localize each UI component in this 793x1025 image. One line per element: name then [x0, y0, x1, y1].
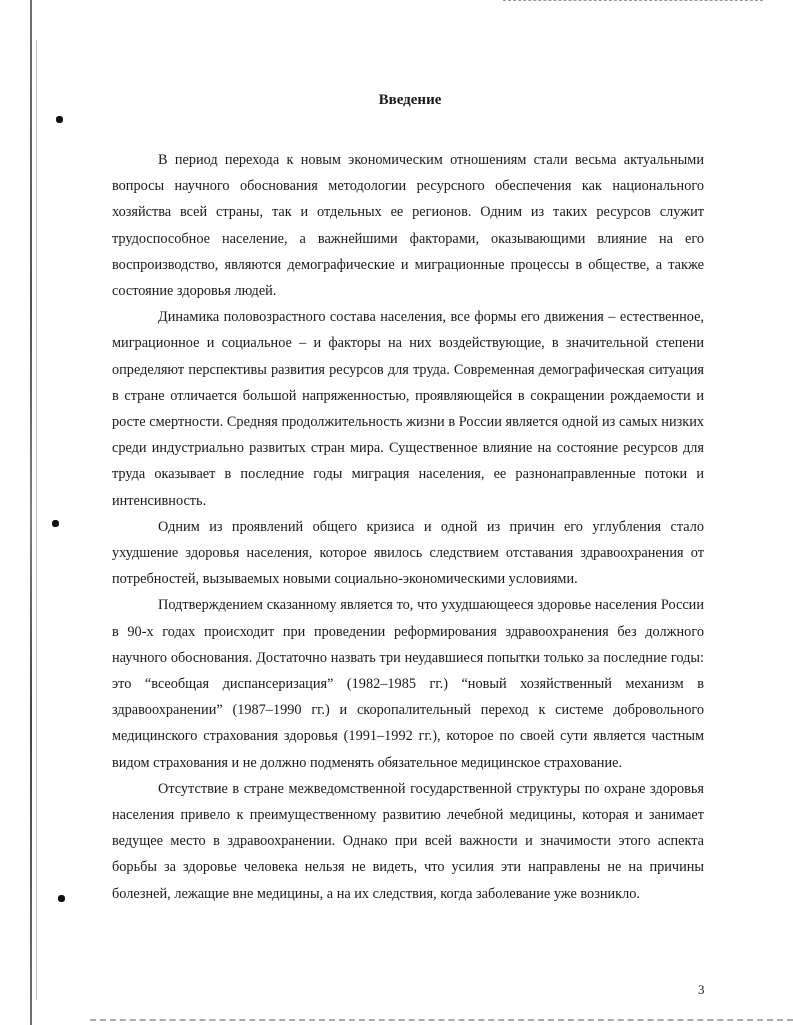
- document-title: Введение: [378, 92, 442, 108]
- document-page: [112, 92, 704, 907]
- scan-edge-artifact: [30, 0, 32, 1025]
- paragraph-1: В период перехода к новым экономическим отношениям стали весьма актуальными вопросы научного обоснования методологии ресурсного обеспечения как национального хозяйства всей страны, так и отдельных ее регионов. Одним из таких ресурсов служит трудоспособное население, а важнейшими факторами, оказывающими влияние на его воспроизводство, являются демографические и миграционные процессы в обществе, а также состояние здоровья людей.: [112, 152, 704, 300]
- scan-top-artifact: [503, 0, 763, 2]
- punch-hole-mark: [58, 895, 65, 902]
- paragraph-2: Динамика половозрастного состава населения, все формы его движения – естественное, миграционное и социальное – и факторы на них воздействующие, в значительной степени определяют перспективы развития ресурсов для труда. Современная демографическая ситуация в стране отличается большой напряженностью, проявляющейся в сокращении рождаемости и росте смертности. Средняя продолжительность жизни в России является одной из самых низких среди индустриально развитых стран мира. Существенное влияние на состояние ресурсов для труда оказывает в последние годы миграция населения, ее разнонаправленные потоки и интенсивность.: [112, 309, 704, 509]
- page-number: 3: [698, 982, 705, 997]
- paragraph-3: Одним из проявлений общего кризиса и одной из причин его углубления стало ухудшение здоровья населения, которое явилось следствием отставания здравоохранения от потребностей, вызываемых новыми социально-экономическими условиями.: [112, 518, 704, 588]
- scan-bottom-artifact: [90, 1017, 793, 1021]
- punch-hole-mark: [56, 116, 63, 123]
- punch-hole-mark: [52, 520, 59, 527]
- scan-edge-artifact-secondary: [36, 40, 37, 1000]
- paragraph-4: Подтверждением сказанному является то, что ухудшающееся здоровье населения России в 90-х годах происходит при проведении реформирования здравоохранения без должного научного обоснования. Достаточно назвать три неудавшиеся попытки только за последние годы: это “всеобщая диспансеризация” (1982–1985 гг.) “новый хозяйственный механизм в здравоохранении” (1987–1990 гг.) и скоропалительный переход к системе добровольного медицинского страхования здоровья (1991–1992 гг.), которое по своей сути является частным видом страхования и не должно подменять обязательное медицинское страхование.: [112, 597, 704, 771]
- paragraph-5: Отсутствие в стране межведомственной государственной структуры по охране здоровья населения привело к преимущественному развитию лечебной медицины, которая и занимает ведущее место в здравоохранении. Однако при всей важности и значимости этого аспекта борьбы за здоровье человека нельзя не видеть, что усилия эти направлены не на причины болезней, лежащие вне медицины, а на их следствия, когда заболевание уже возникло.: [112, 780, 704, 902]
